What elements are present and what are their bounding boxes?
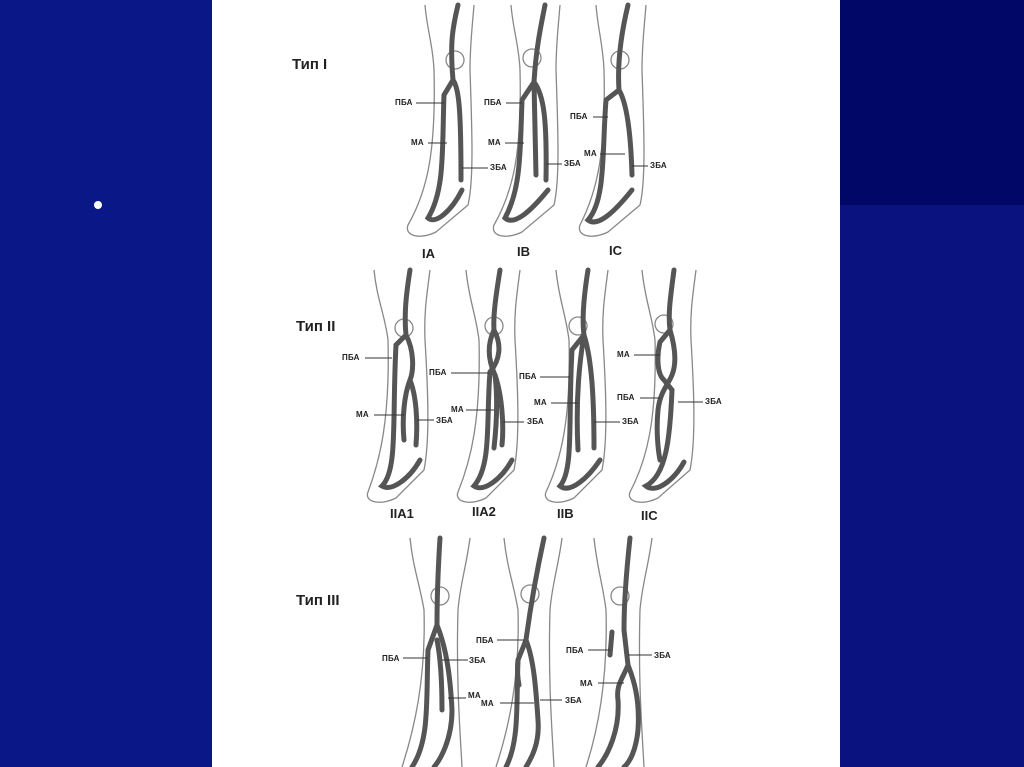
label-zba: ЗБА bbox=[565, 696, 582, 705]
star-icon bbox=[94, 201, 102, 209]
label-zba: ЗБА bbox=[469, 656, 486, 665]
label-zba: ЗБА bbox=[527, 417, 544, 426]
label-zba: ЗБА bbox=[654, 651, 671, 660]
variant-label: IC bbox=[609, 243, 622, 258]
variant-label: IB bbox=[517, 244, 530, 259]
variant-label: IIA1 bbox=[390, 506, 414, 521]
diagram-panel bbox=[212, 0, 840, 767]
label-zba: ЗБА bbox=[490, 163, 507, 172]
label-ma: МА bbox=[584, 149, 597, 158]
variant-label: IIA2 bbox=[472, 504, 496, 519]
label-ma: МА bbox=[481, 699, 494, 708]
label-ma: МА bbox=[534, 398, 547, 407]
label-ma: МА bbox=[617, 350, 630, 359]
label-zba: ЗБА bbox=[564, 159, 581, 168]
variant-label: IIB bbox=[557, 506, 574, 521]
label-ma: МА bbox=[411, 138, 424, 147]
label-zba: ЗБА bbox=[705, 397, 722, 406]
label-zba: ЗБА bbox=[622, 417, 639, 426]
label-ma: МА bbox=[580, 679, 593, 688]
label-pba: ПБА bbox=[395, 98, 413, 107]
label-pba: ПБА bbox=[382, 654, 400, 663]
variant-label: IIC bbox=[641, 508, 658, 523]
label-pba: ПБА bbox=[519, 372, 537, 381]
type1-title: Тип I bbox=[292, 56, 328, 73]
label-ma: МА bbox=[488, 138, 501, 147]
label-ma: МА bbox=[451, 405, 464, 414]
label-pba: ПБА bbox=[617, 393, 635, 402]
label-pba: ПБА bbox=[476, 636, 494, 645]
label-pba: ПБА bbox=[429, 368, 447, 377]
type2-title: Тип II bbox=[296, 318, 336, 335]
label-ma: МА bbox=[356, 410, 369, 419]
label-zba: ЗБА bbox=[436, 416, 453, 425]
type3-title: Тип III bbox=[296, 592, 340, 609]
label-zba: ЗБА bbox=[650, 161, 667, 170]
label-pba: ПБА bbox=[484, 98, 502, 107]
label-pba: ПБА bbox=[566, 646, 584, 655]
label-pba: ПБА bbox=[570, 112, 588, 121]
label-ma: МА bbox=[468, 691, 481, 700]
variant-label: IA bbox=[422, 246, 435, 261]
label-pba: ПБА bbox=[342, 353, 360, 362]
